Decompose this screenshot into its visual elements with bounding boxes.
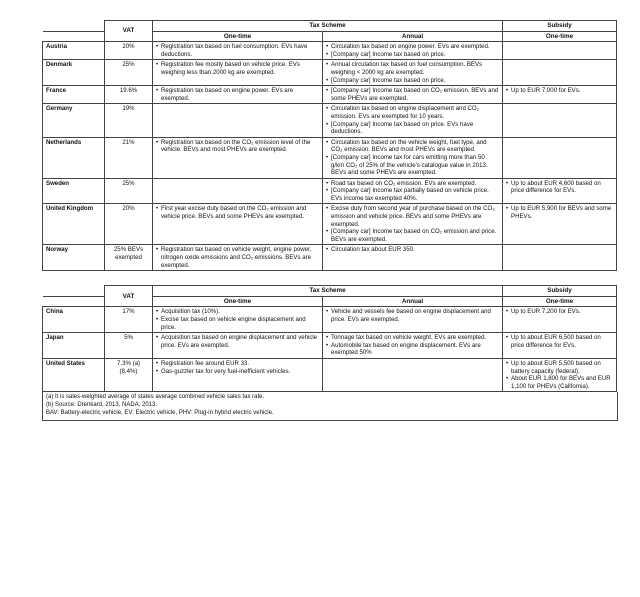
one-time-cell bbox=[153, 333, 323, 359]
list-item: • [Company car] Income tax based on price. bbox=[326, 77, 499, 85]
table-row bbox=[43, 358, 617, 391]
bullet-list bbox=[326, 246, 499, 254]
vat-cell: 25% bbox=[105, 178, 153, 204]
list-item: • Registration tax based on engine power. EVs are exempted. bbox=[156, 87, 319, 102]
annual-cell bbox=[323, 86, 503, 104]
list-item: • Excise tax based on vehicle engine displacement and price. bbox=[156, 316, 319, 331]
bullet-list bbox=[156, 360, 319, 375]
subsidy-one-time-header-2: One-time bbox=[503, 296, 617, 307]
bullet-list bbox=[326, 139, 499, 177]
subsidy-cell bbox=[503, 333, 617, 359]
annual-cell bbox=[323, 104, 503, 137]
subsidy-cell bbox=[503, 358, 617, 391]
vat-cell: 19% bbox=[105, 104, 153, 137]
vat-cell: 21% bbox=[105, 137, 153, 178]
subsidy-cell bbox=[503, 104, 617, 137]
tax-table-europe bbox=[42, 20, 617, 271]
one-time-cell bbox=[153, 137, 323, 178]
blank-corner-4 bbox=[43, 296, 105, 307]
list-item: • Up to EUR 7,000 for EVs. bbox=[506, 87, 613, 95]
country-cell: China bbox=[43, 307, 105, 333]
list-item: • About EUR 1,800 for BEVs and EUR 1,100 for PHEVs (California). bbox=[506, 375, 613, 390]
subsidy-cell bbox=[503, 204, 617, 245]
one-time-cell bbox=[153, 104, 323, 137]
subsidy-cell bbox=[503, 137, 617, 178]
table-row bbox=[43, 333, 617, 359]
bullet-list bbox=[506, 308, 613, 316]
annual-header: Annual bbox=[323, 31, 503, 42]
bullet-list bbox=[156, 43, 319, 58]
country-cell: Austria bbox=[43, 42, 105, 60]
bullet-list bbox=[506, 87, 613, 95]
list-item: • Acquisition tax based on engine displacement and vehicle price. EVs are exempted. bbox=[156, 334, 319, 349]
list-item: • Registration fee around EUR 33. bbox=[156, 360, 319, 368]
list-item: • Up to EUR 5,900 for BEVs and some PHEVs. bbox=[506, 205, 613, 220]
list-item: • Registration fee mostly based on vehicle price. EVs weighing less than 2000 kg are exempted. bbox=[156, 61, 319, 76]
tax-table-other bbox=[42, 285, 617, 392]
bullet-list bbox=[506, 360, 613, 390]
country-cell: Netherlands bbox=[43, 137, 105, 178]
table-row bbox=[43, 60, 617, 86]
one-time-cell bbox=[153, 178, 323, 204]
bullet-list bbox=[506, 205, 613, 220]
document-page bbox=[42, 20, 616, 421]
list-item: • Excise duty from second year of purchase based on the CO₂ emission and vehicle price. BEVs and some PHEVs are exempted. bbox=[326, 205, 499, 228]
list-item: • [Company car] Income tax based on price. EVs have deductions. bbox=[326, 121, 499, 136]
abbreviation-legend: BAV: Battery-electric vehicle, EV: Electric vehicle, PHV: Plug-in hybrid electric vehicle. bbox=[46, 409, 274, 416]
one-time-cell bbox=[153, 358, 323, 391]
list-item: • Up to about EUR 6,500 based on price difference for EVs. bbox=[506, 334, 613, 349]
subsidy-cell bbox=[503, 60, 617, 86]
bullet-list bbox=[326, 308, 499, 323]
vat-header-2: VAT bbox=[105, 286, 153, 307]
vat-cell: 25% BEVs exempted bbox=[105, 245, 153, 271]
bullet-list bbox=[326, 43, 499, 58]
annual-cell bbox=[323, 245, 503, 271]
bullet-list bbox=[326, 105, 499, 135]
annual-cell bbox=[323, 60, 503, 86]
annual-cell bbox=[323, 307, 503, 333]
table-row bbox=[43, 204, 617, 245]
country-cell: Germany bbox=[43, 104, 105, 137]
table-row bbox=[43, 245, 617, 271]
bullet-list bbox=[506, 334, 613, 349]
annual-cell bbox=[323, 204, 503, 245]
list-item: • Registration tax based on fuel consumption. EVs have deductions. bbox=[156, 43, 319, 58]
list-item: • Vehicle and vessels fee based on engine displacement and price. EVs are exempted. bbox=[326, 308, 499, 323]
blank-corner-2 bbox=[43, 31, 105, 42]
list-item: • [Company car] Income tax based on CO₂ emission. BEVs and some PHEVs are exempted. bbox=[326, 87, 499, 102]
table-row bbox=[43, 178, 617, 204]
one-time-cell bbox=[153, 86, 323, 104]
note-a: (a) It is sales-weighted average of states average combined vehicle sales tax rate. bbox=[46, 394, 265, 401]
country-cell: Japan bbox=[43, 333, 105, 359]
annual-cell bbox=[323, 137, 503, 178]
subsidy-cell bbox=[503, 42, 617, 60]
bullet-list bbox=[326, 61, 499, 84]
list-item: • Annual circulation tax based on fuel consumption. BEVs weighing < 2000 kg are exempted. bbox=[326, 61, 499, 76]
bullet-list bbox=[156, 87, 319, 102]
table-row bbox=[43, 307, 617, 333]
subsidy-cell bbox=[503, 178, 617, 204]
list-item: • Automobile tax based on engine displacement. EVs are exempted 50% bbox=[326, 342, 499, 357]
bullet-list bbox=[156, 139, 319, 154]
vat-cell: 7.3% (a) (8.4%) bbox=[105, 358, 153, 391]
table-notes bbox=[42, 392, 618, 420]
annual-header-2: Annual bbox=[323, 296, 503, 307]
table-row bbox=[43, 137, 617, 178]
blank-corner bbox=[43, 21, 105, 32]
vat-header: VAT bbox=[105, 21, 153, 42]
annual-cell bbox=[323, 42, 503, 60]
vat-cell: 20% bbox=[105, 204, 153, 245]
bullet-list bbox=[156, 205, 319, 220]
blank-corner-3 bbox=[43, 286, 105, 297]
country-cell: United States bbox=[43, 358, 105, 391]
list-item: • Tonnage tax based on vehicle weight. EVs are exempted. bbox=[326, 334, 499, 342]
list-item: • First year excise duty based on the CO₂ emission and vehicle price. BEVs and some PHEVs are exempted. bbox=[156, 205, 319, 220]
bullet-list bbox=[156, 308, 319, 331]
list-item: • Registration tax based on the CO₂ emission level of the vehicle. BEVs and most PHEVs are exempted. bbox=[156, 139, 319, 154]
subsidy-one-time-header: One-time bbox=[503, 31, 617, 42]
subsidy-header: Subsidy bbox=[503, 21, 617, 32]
one-time-header: One-time bbox=[153, 31, 323, 42]
list-item: • Circulation tax based on engine displacement and CO₂ emission. EVs are exempted for 10 years. bbox=[326, 105, 499, 120]
one-time-cell bbox=[153, 245, 323, 271]
list-item: • Road tax based on CO₂ emission. EVs are exempted. bbox=[326, 180, 499, 188]
list-item: • Circulation tax based on engine power. EVs are exempted. bbox=[326, 43, 499, 51]
tax-scheme-header: Tax Scheme bbox=[153, 21, 503, 32]
list-item: • Acquisition tax (10%). bbox=[156, 308, 319, 316]
vat-cell: 5% bbox=[105, 333, 153, 359]
list-item: • [Company car] Income tax partially based on vehicle price. EVs income tax exempted 40%. bbox=[326, 187, 499, 202]
vat-cell: 25% bbox=[105, 60, 153, 86]
list-item: • Up to about EUR 4,600 based on price difference for EVs. bbox=[506, 180, 613, 195]
table-row bbox=[43, 104, 617, 137]
list-item: • Up to EUR 7,200 for EVs. bbox=[506, 308, 613, 316]
vat-cell: 17% bbox=[105, 307, 153, 333]
country-cell: France bbox=[43, 86, 105, 104]
list-item: • [Company car] Income tax based on price. bbox=[326, 51, 499, 59]
bullet-list bbox=[156, 246, 319, 269]
list-item: • [Company car] Income tax based on CO₂ emission and price. BEVs are exempted. bbox=[326, 228, 499, 243]
one-time-cell bbox=[153, 60, 323, 86]
bullet-list bbox=[326, 334, 499, 357]
country-cell: Norway bbox=[43, 245, 105, 271]
list-item: • [Company car] Income tax for cars emitting more than 50 g/km CO₂ of 25% of the vehicle's catalogue value in 2013. BEVs and some PHEVs are exempted. bbox=[326, 154, 499, 177]
list-item: • Circulation tax about EUR 350. bbox=[326, 246, 499, 254]
one-time-cell bbox=[153, 307, 323, 333]
table-row bbox=[43, 42, 617, 60]
list-item: • Circulation tax based on the vehicle weight, fuel type, and CO₂ emission. BEVs and most PHEVs are exempted. bbox=[326, 139, 499, 154]
bullet-list bbox=[326, 87, 499, 102]
list-item: • Up to about EUR 5,500 based on battery capacity (federal). bbox=[506, 360, 613, 375]
country-cell: United Kingdom bbox=[43, 204, 105, 245]
table1-body bbox=[43, 42, 617, 271]
bullet-list bbox=[156, 61, 319, 76]
one-time-header-2: One-time bbox=[153, 296, 323, 307]
vat-cell: 20% bbox=[105, 42, 153, 60]
one-time-cell bbox=[153, 204, 323, 245]
table-row bbox=[43, 86, 617, 104]
bullet-list bbox=[156, 334, 319, 349]
table2-body bbox=[43, 307, 617, 392]
subsidy-header-2: Subsidy bbox=[503, 286, 617, 297]
vat-cell: 19.6% bbox=[105, 86, 153, 104]
annual-cell bbox=[323, 333, 503, 359]
bullet-list bbox=[326, 180, 499, 203]
annual-cell bbox=[323, 178, 503, 204]
note-b: (b) Source: Drenkard, 2013, NADA, 2013. bbox=[46, 402, 158, 409]
one-time-cell bbox=[153, 42, 323, 60]
country-cell: Sweden bbox=[43, 178, 105, 204]
bullet-list bbox=[506, 180, 613, 195]
list-item: • Registration tax based on vehicle weight, engine power, nitrogen oxide emissions and CO₂ emissions. BEVs are exempted. bbox=[156, 246, 319, 269]
country-cell: Denmark bbox=[43, 60, 105, 86]
subsidy-cell bbox=[503, 86, 617, 104]
subsidy-cell bbox=[503, 245, 617, 271]
annual-cell bbox=[323, 358, 503, 391]
list-item: • Gas-guzzler tax for very fuel-inefficient vehicles. bbox=[156, 368, 319, 376]
tax-scheme-header-2: Tax Scheme bbox=[153, 286, 503, 297]
subsidy-cell bbox=[503, 307, 617, 333]
bullet-list bbox=[326, 205, 499, 243]
